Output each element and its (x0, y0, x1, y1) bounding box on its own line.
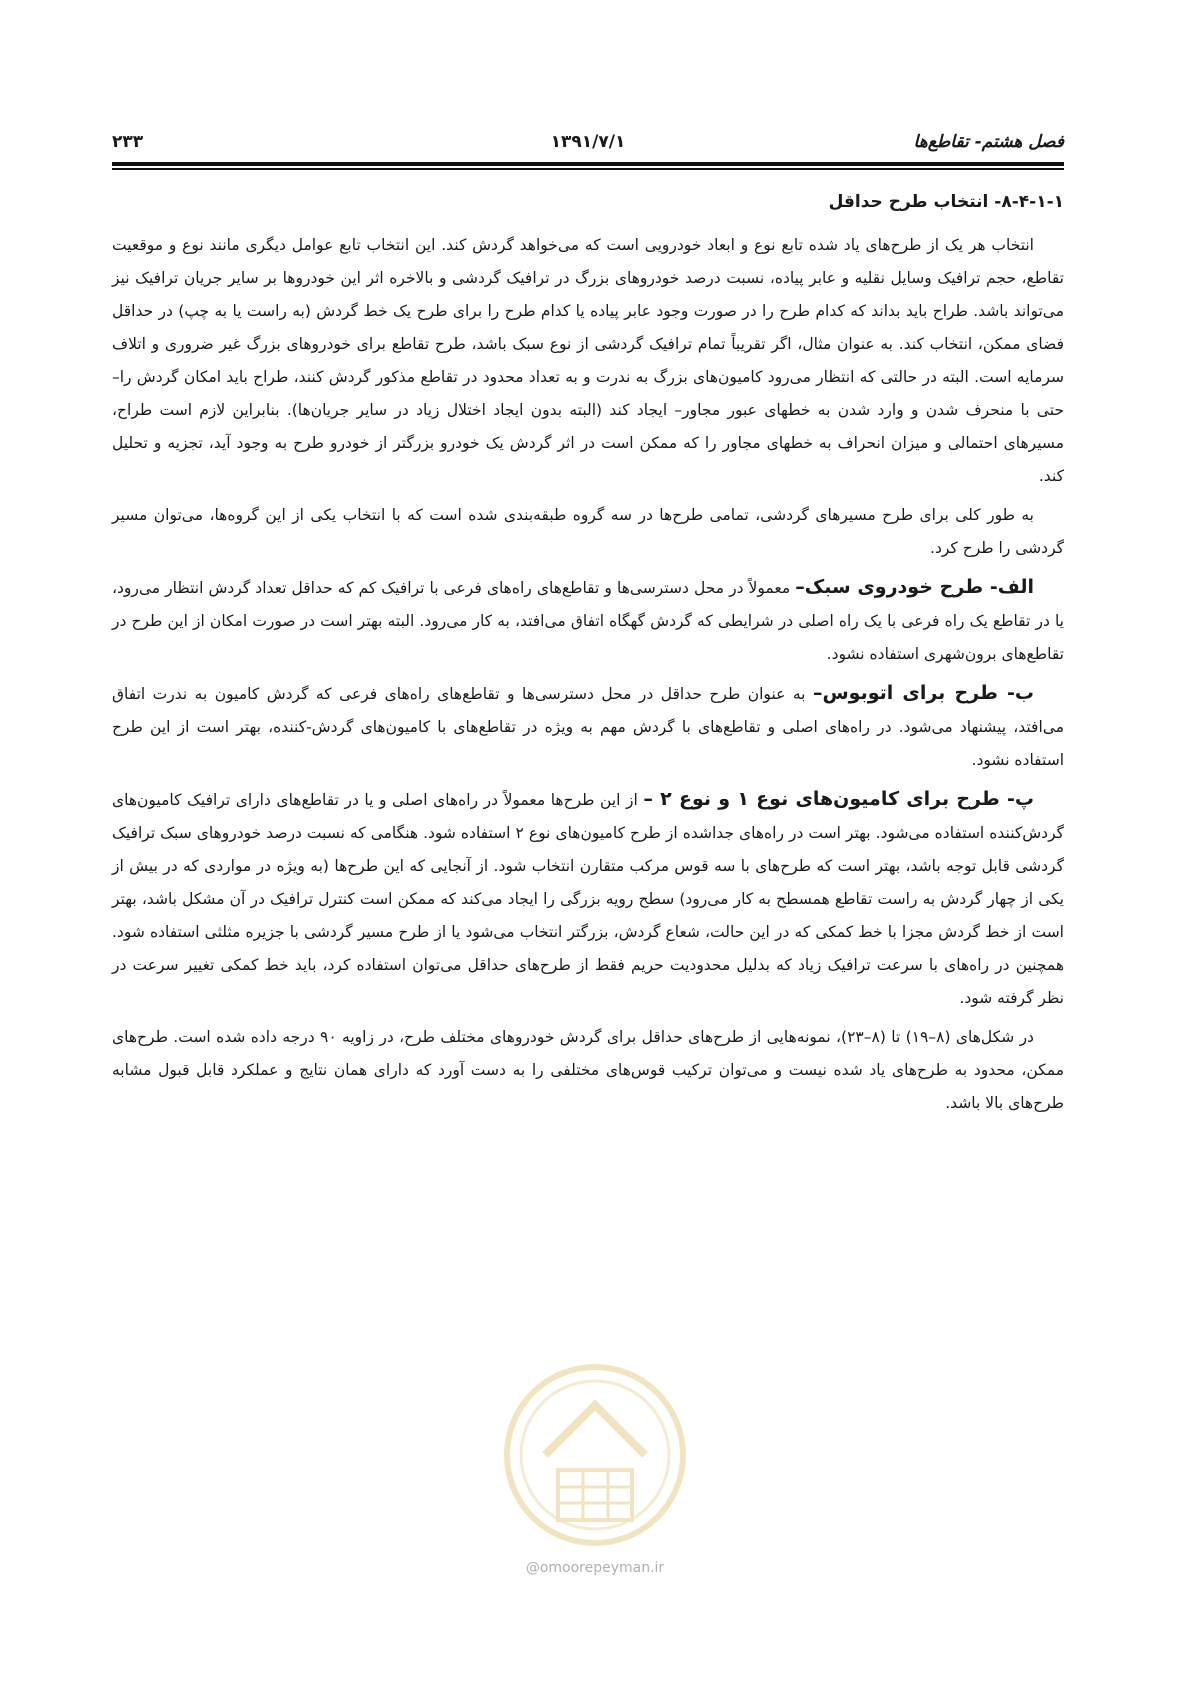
header-rule-thick (112, 162, 1064, 166)
body-content (112, 186, 1064, 1126)
item-text: معمولاً در محل دسترسی‌ها و تقاطع‌های راه‌های فرعی با ترافیک کم که حداقل تعداد گردش انتظار می‌رود، یا در تقاطع یک راه فرعی با یک راه اصلی در شرایطی که گردش گهگاه اتفاق می‌افتد، به کار می‌رود. البته بهتر است در صورت امکان از این طرح در تقاطع‌های برون‌شهری استفاده نشود. (112, 579, 1064, 663)
list-item (112, 571, 1064, 671)
item-text: از این طرح‌ها معمولاً در راه‌های اصلی و یا در تقاطع‌های دارای ترافیک کامیون‌های گردش‌کننده استفاده می‌شود. بهتر است در راه‌های جداشده از طرح کامیون‌های نوع ۲ استفاده شود. هنگامی که نسبت درصد خودروهای سبک ترافیک گردشی قابل توجه باشد، بهتر است که طرح‌های با سه قوس مرکب متقارن انتخاب شود. از آنجایی که این طرح‌ها (به ویژه در مواردی که در بیش از یکی از چهار گردش به راست تقاطع همسطح به کار می‌رود) سطح رویه بزرگی را ایجاد می‌کند که ممکن است کنترل ترافیک در آن مشکل باشد، بهتر است از خط گردش مجزا با خط کمکی که در این حالت، شعاع گردش، بزرگتر انتخاب می‌شود یا از طرح مسیر گردشی با جزیره مثلثی استفاده شود. همچنین در راه‌های با سرعت ترافیک زیاد که بدلیل محدودیت حریم فقط از طرح‌های حداقل می‌توان استفاده کرد، باید خط کمکی تغییر سرعت در نظر گرفته شود. (112, 791, 1065, 1007)
item-text: به عنوان طرح حداقل در محل دسترسی‌ها و تقاطع‌های راه‌های فرعی که گردش کامیون به ندرت اتفاق می‌افتد، پیشنهاد می‌شود. در راه‌های اصلی و تقاطع‌های با گردش مهم به ویژه در تقاطع‌های با کامیون‌های گردش-کننده، بهتر است از این طرح استفاده نشود. (112, 685, 1064, 769)
paragraph: انتخاب هر یک از طرح‌های یاد شده تابع نوع و ابعاد خودرویی است که می‌خواهد گردش کند. این انتخاب تابع عوامل دیگری مانند نوع و موقعیت تقاطع، حجم ترافیک وسایل نقلیه و عابر پیاده، نسبت درصد خودروهای بزرگ در ترافیک گردشی و بالاخره اثر این خودروها بر سایر جریان ترافیک نیز می‌تواند باشد. طراح باید بداند که کدام طرح را در صورت وجود عابر پیاده یا کدام طرح را برای طرح یک خط گردش (به راست یا به چپ) در حداقل فضای ممکن، انتخاب کند. به عنوان مثال، اگر تقریباً تمام ترافیک گردشی از نوع سبک باشد، طرح تقاطع برای خودروهای بزرگ غیر ضروری و اتلاف سرمایه است. البته در حالتی که انتظار می‌رود کامیون‌های بزرگ به ندرت و به تعداد محدود در تقاطع مذکور گردش کنند، طراح باید امکان گردش را– حتی با منحرف شدن و وارد شدن به خطهای عبور مجاور– ایجاد کند (البته بدون ایجاد اختلال زیاد در سایر جریان‌ها). بنابراین لازم است طراح، مسیرهای احتمالی و میزان انحراف به خطهای مجاور را که ممکن است در اثر گردش یک خودرو بزرگتر از خودرو طرح به وجود آید، تجزیه و تحلیل کند. (112, 236, 1064, 485)
header-date: ۱۳۹۱/۷/۱ (550, 132, 626, 152)
closing-paragraph: در شکل‌های (۸–۱۹) تا (۸–۲۳)، نمونه‌هایی از طرح‌های حداقل برای گردش خودروهای مختلف طرح، در زاویه ۹۰ درجه داده شده است. طرح‌های ممکن، محدود به طرح‌های یاد شده نیست و می‌توان ترکیب قوس‌های مختلفی را به دست آورد که دارای همان نتایج و عملکرد قابل قبول مشابه طرح‌های بالا باشد. (112, 1028, 1064, 1112)
item-lead: پ- طرح برای کامیون‌های نوع ۱ و نوع ۲ – (643, 788, 1034, 810)
paragraph: به طور کلی برای طرح مسیرهای گردشی، تمامی طرح‌ها در سه گروه طبقه‌بندی شده است که با انتخاب یکی از این گروه‌ها، می‌توان مسیر گردشی را طرح کرد. (112, 506, 1064, 557)
chapter-title: فصل هشتم- تقاطع‌ها (913, 132, 1064, 152)
item-lead: ب- طرح برای اتوبوس– (812, 682, 1034, 704)
list-item (112, 677, 1064, 777)
section-heading: ۸-۴-۱-۱- انتخاب طرح حداقل (828, 192, 1064, 212)
watermark-url: @omoorepeyman.ir (525, 1560, 665, 1576)
page-header (112, 132, 1064, 158)
list-item (112, 783, 1064, 1015)
page-number: ۲۳۳ (112, 132, 144, 152)
header-rule-thin (112, 168, 1064, 170)
watermark-seal-icon (500, 1360, 690, 1550)
item-lead: الف- طرح خودروی سبک– (795, 576, 1035, 598)
